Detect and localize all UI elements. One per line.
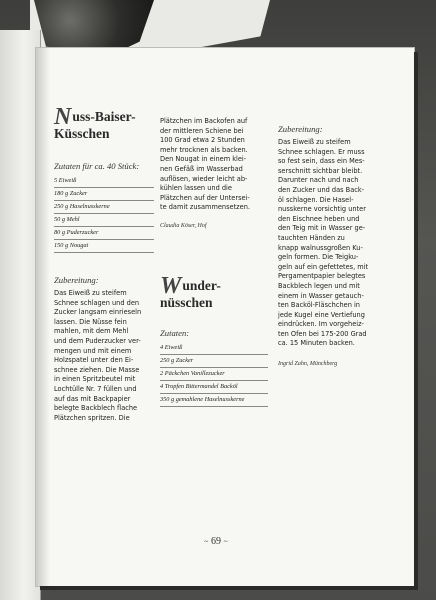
text-line: Plätzchen im Backofen auf (160, 117, 248, 125)
text-line: geln auf ein gefettetes, mit (278, 262, 369, 271)
middle-column (160, 117, 268, 407)
ingredient-item: 250 g Haselnusskerne (54, 201, 154, 214)
text-line: eindrücken. Im vorgeheiz- (278, 320, 364, 329)
text-line: knapp walnussgroßen Ku- (278, 243, 363, 252)
recipe-2-ingredients-heading: Zutaten: (160, 327, 190, 338)
text-line: geln formen. Die Teigku- (278, 253, 359, 262)
ingredient-item: 250 g Zucker (160, 355, 268, 368)
recipe-2-title-line1: under- (182, 277, 221, 293)
text-line: nen Gefäß im Wasserbad (160, 164, 243, 173)
recipe-1-method-heading: Zubereitung: (54, 275, 99, 285)
recipe-1-method-text (54, 289, 154, 423)
text-line: serschnitt sichtbar bleibt. (278, 166, 363, 175)
recipe-2-ingredients-list (160, 342, 268, 407)
text-line: nusskerne vorsichtig unter (278, 205, 366, 214)
recipe-2-method-text (278, 138, 388, 349)
ingredient-item: 180 g Zucker (54, 188, 154, 201)
text-line: in einen Spritzbeutel mit (54, 375, 136, 384)
text-line: auflösen, wieder leicht ab- (160, 174, 248, 183)
text-line: Das Eiweiß zu steifem (54, 289, 127, 297)
ingredient-item: 4 Tropfen Bittermandel Backöl (160, 381, 268, 394)
ingredient-item: 80 g Puderzucker (54, 227, 154, 240)
spine-shadow (36, 48, 50, 586)
text-line: und dem Puderzucker ver- (54, 336, 141, 345)
text-line: ten Backöl-Fläschchen in (278, 301, 360, 310)
text-line: den Eischnee heben und (278, 214, 360, 223)
text-line: Plätzchen auf der Untersei- (160, 193, 250, 202)
text-line: schnee ziehen. Die Masse (54, 365, 140, 374)
ingredient-item: 2 Päckchen Vanillezucker (160, 368, 268, 381)
page-number (186, 536, 246, 547)
text-line: den Teig mit in Wasser ge- (278, 224, 366, 233)
text-line: Zucker langsam einrieseln (54, 308, 142, 317)
ingredient-item: 150 g Nougat (54, 240, 154, 253)
text-line: Den Nougat in einem klei- (160, 155, 247, 164)
text-line: öl schlagen. Die Hasel- (278, 195, 354, 204)
text-line: te damit zusammensetzen. (160, 203, 250, 212)
recipe-1-column (54, 104, 154, 423)
recipe-1-method-continued (160, 117, 268, 213)
text-line: so fest sein, dass ein Mes- (278, 157, 365, 166)
recipe-2-column (278, 124, 388, 367)
ingredient-item: 4 Eiweiß (160, 342, 268, 355)
text-line: ten Ofen bei 175-200 Grad (278, 329, 367, 338)
text-line: einem in Wasser getauch- (278, 291, 364, 300)
text-line: auf das mit Backpapier (54, 394, 131, 403)
recipe-1-ingredients-heading: Zutaten für ca. 40 Stück: (54, 161, 140, 171)
ingredient-item: 5 Eiweiß (54, 175, 154, 188)
text-line: jede Kugel eine Vertiefung (278, 310, 365, 319)
recipe-1-title-initial: N (54, 104, 72, 130)
text-line: Holzspatel unter den Ei- (54, 356, 134, 365)
text-line: Das Eiweiß zu steifem (278, 138, 351, 146)
recipe-2-author: Ingrid Zahn, Münchberg (278, 361, 338, 368)
text-line: Lochtülle Nr. 7 füllen und (54, 384, 137, 393)
text-line: mehr trocknen als backen. (160, 145, 248, 154)
text-line: 100 Grad etwa 2 Stunden (160, 136, 245, 145)
recipe-1-ingredients-list (54, 175, 154, 253)
recipe-1-title-line1: uss-Baiser- (72, 109, 136, 124)
text-line: mengen und mit einem (54, 346, 132, 355)
left-page-edge (0, 30, 41, 600)
recipe-1-title-line2: Küsschen (54, 126, 110, 141)
recipe-2-title (160, 272, 268, 310)
text-line: Pergamentpapier belegtes (278, 272, 366, 281)
text-line: ca. 15 Minuten backen. (278, 339, 355, 348)
text-line: den Zucker und das Back- (278, 185, 365, 194)
swash-left-ornament: ~ (204, 537, 209, 546)
text-line: Backblech legen und mit (278, 281, 360, 290)
text-line: Schnee schlagen. Er muss (278, 147, 365, 156)
ingredient-item: 50 g Mehl (54, 214, 154, 227)
text-line: Darunter nach und nach (278, 176, 359, 185)
text-line: lassen. Die Nüsse fein (54, 317, 127, 326)
recipe-2-method-heading: Zubereitung: (278, 124, 323, 134)
text-line: der mittleren Schiene bei (160, 126, 244, 135)
recipe-1-author: Claudia Köser, Hof (160, 222, 207, 229)
page-number-text: 69 (211, 536, 221, 547)
text-line: Schnee schlagen und den (54, 298, 140, 307)
text-line: belegte Backblech flache (54, 404, 138, 413)
text-line: mahlen, mit dem Mehl (54, 327, 129, 336)
text-line: tauchten Händen zu (278, 233, 345, 242)
ingredient-item: 350 g gemahlene Haselnusskerne (160, 394, 268, 407)
recipe-2-title-initial: W (160, 272, 182, 299)
recipe-1-title (54, 104, 154, 141)
text-line: kühlen lassen und die (160, 184, 232, 193)
recipe-2-title-line2: nüsschen (160, 294, 213, 310)
text-line: Plätzchen spritzen. Die (54, 413, 130, 422)
swash-right-ornament: ~ (223, 537, 228, 546)
